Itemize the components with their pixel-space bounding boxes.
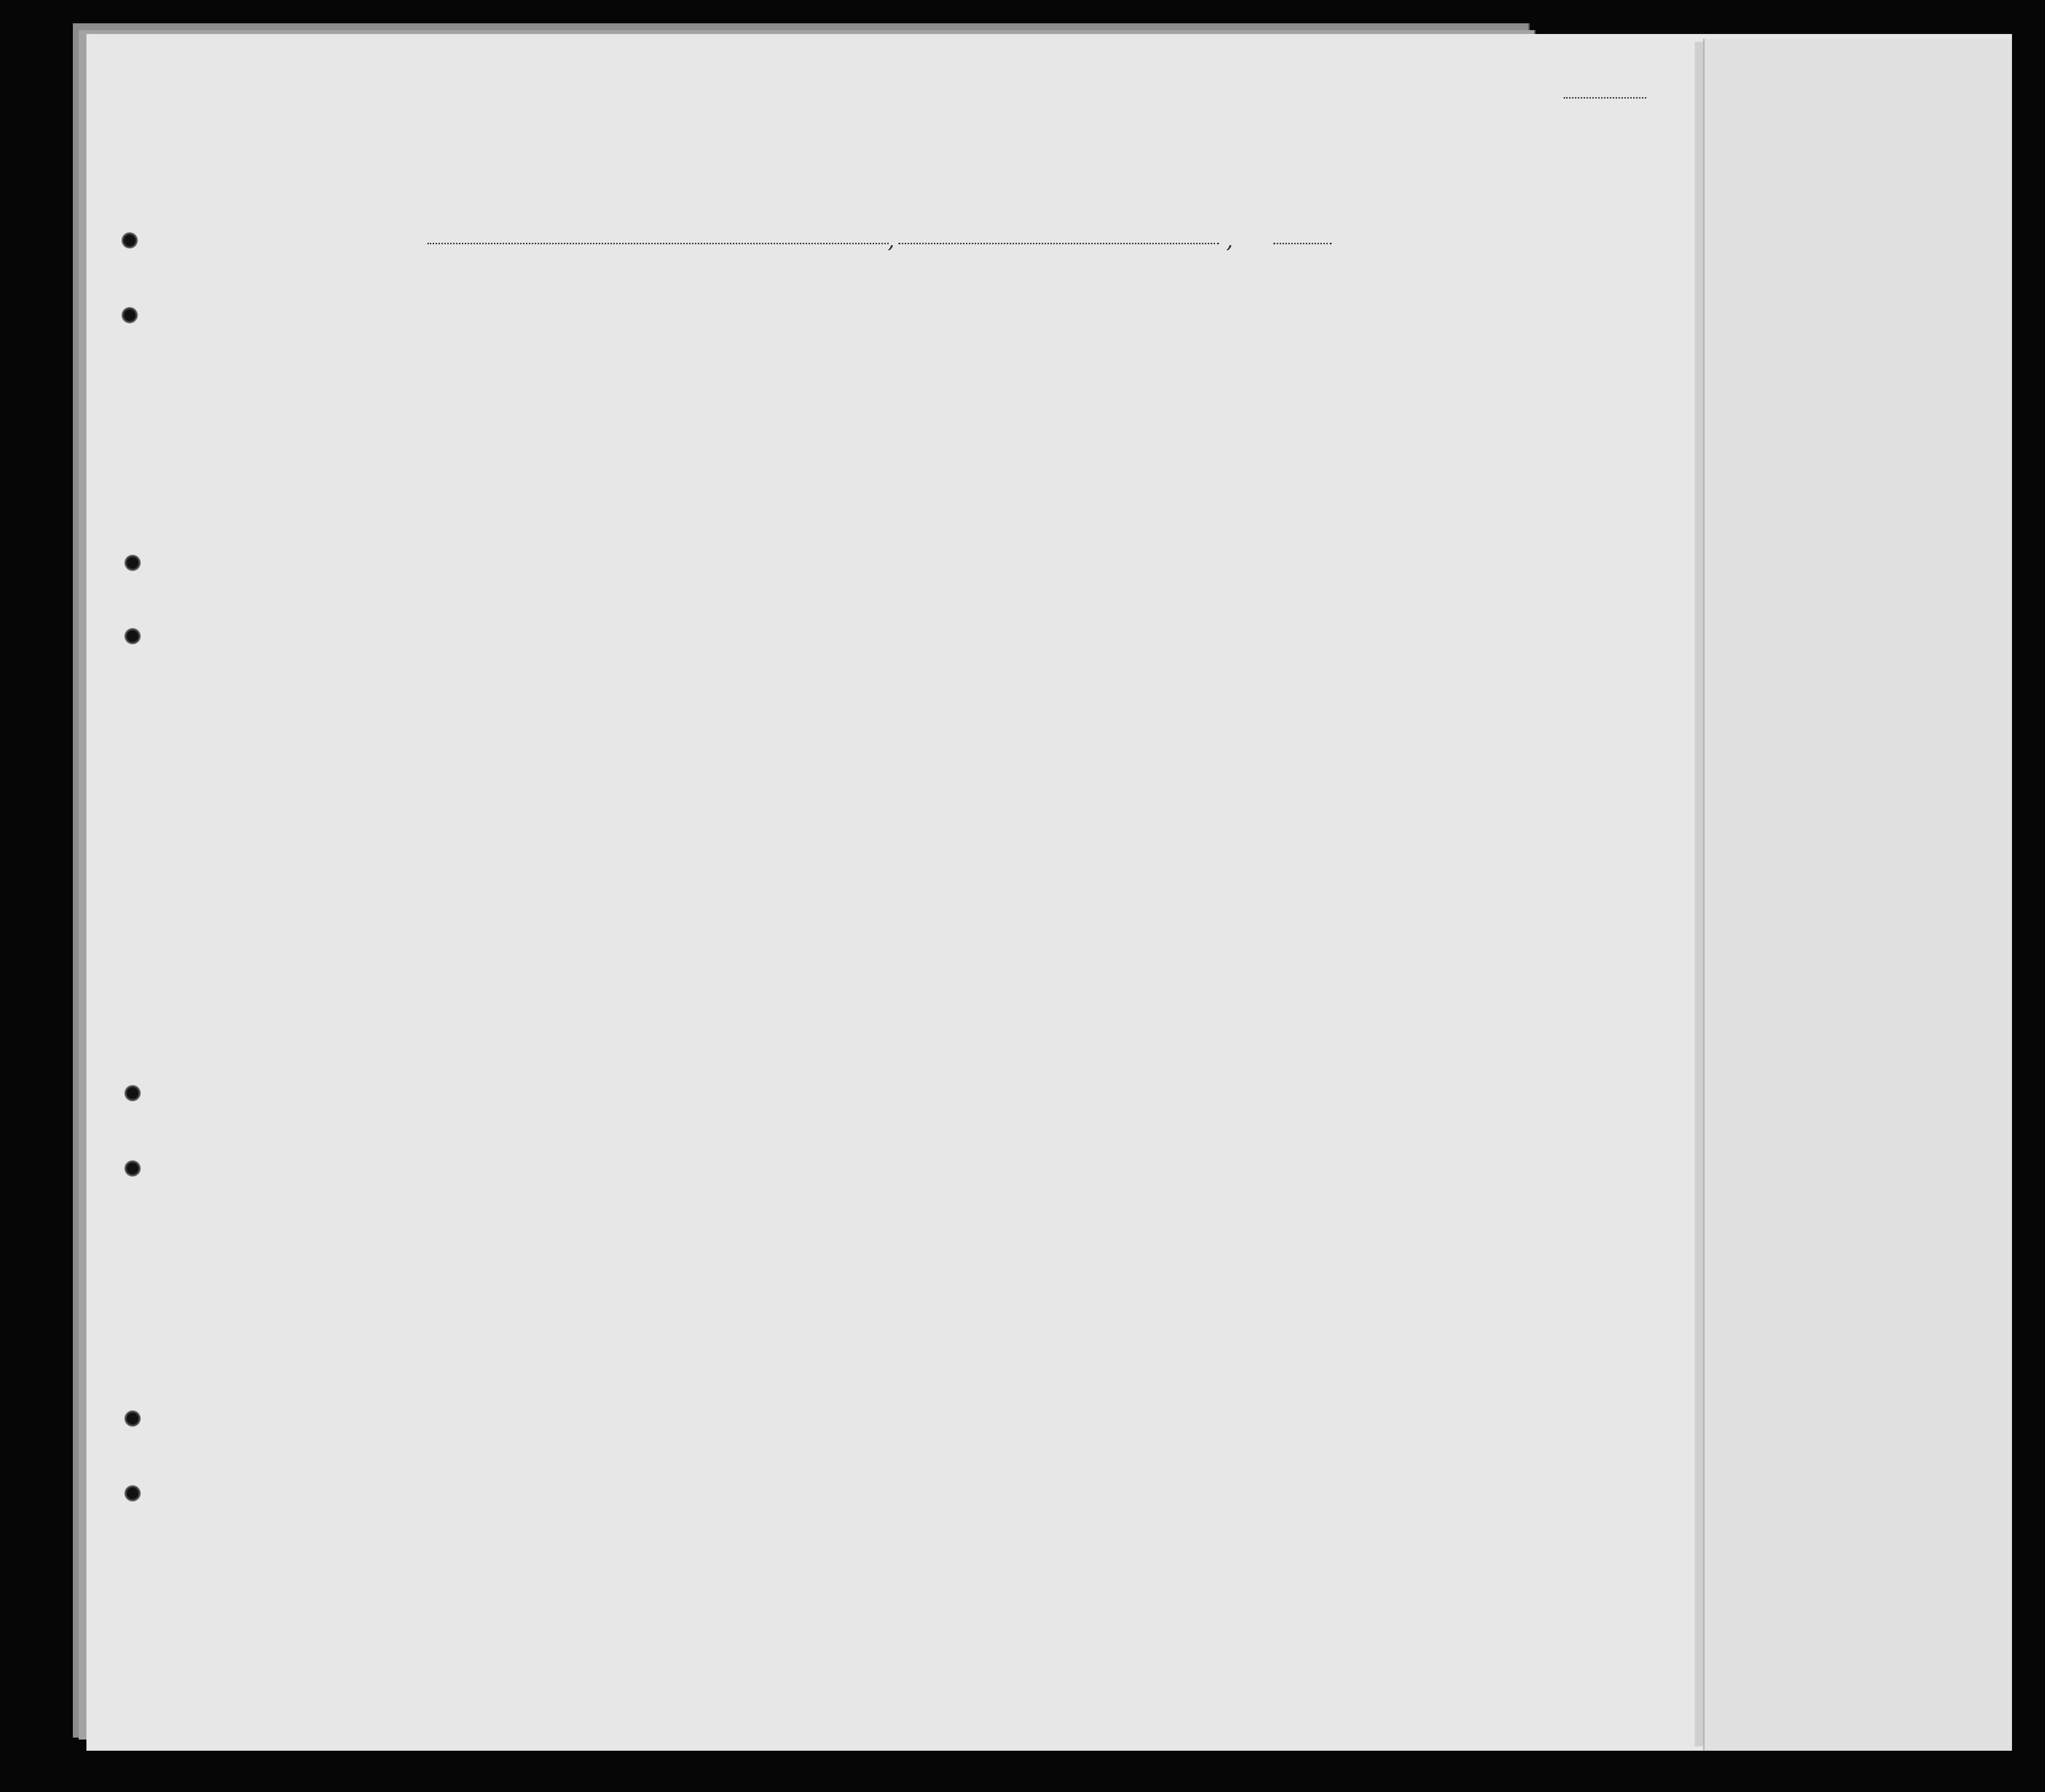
list-number-line (1564, 97, 1646, 99)
comma-mark: , (1226, 228, 1233, 253)
punch-hole-icon (124, 1485, 141, 1502)
date-fill-line (898, 243, 1219, 244)
punch-hole-icon (121, 307, 138, 323)
port-fill-line (427, 243, 889, 244)
punch-hole-icon (124, 1160, 141, 1177)
punch-hole-icon (124, 1410, 141, 1427)
punch-hole-icon (124, 555, 141, 571)
punch-hole-icon (124, 1085, 141, 1101)
punch-hole-icon (121, 232, 138, 249)
year-fill-line (1273, 243, 1332, 244)
punch-hole-icon (124, 628, 141, 644)
visa-flap (1703, 39, 2012, 1751)
comma-mark: , (888, 228, 895, 253)
